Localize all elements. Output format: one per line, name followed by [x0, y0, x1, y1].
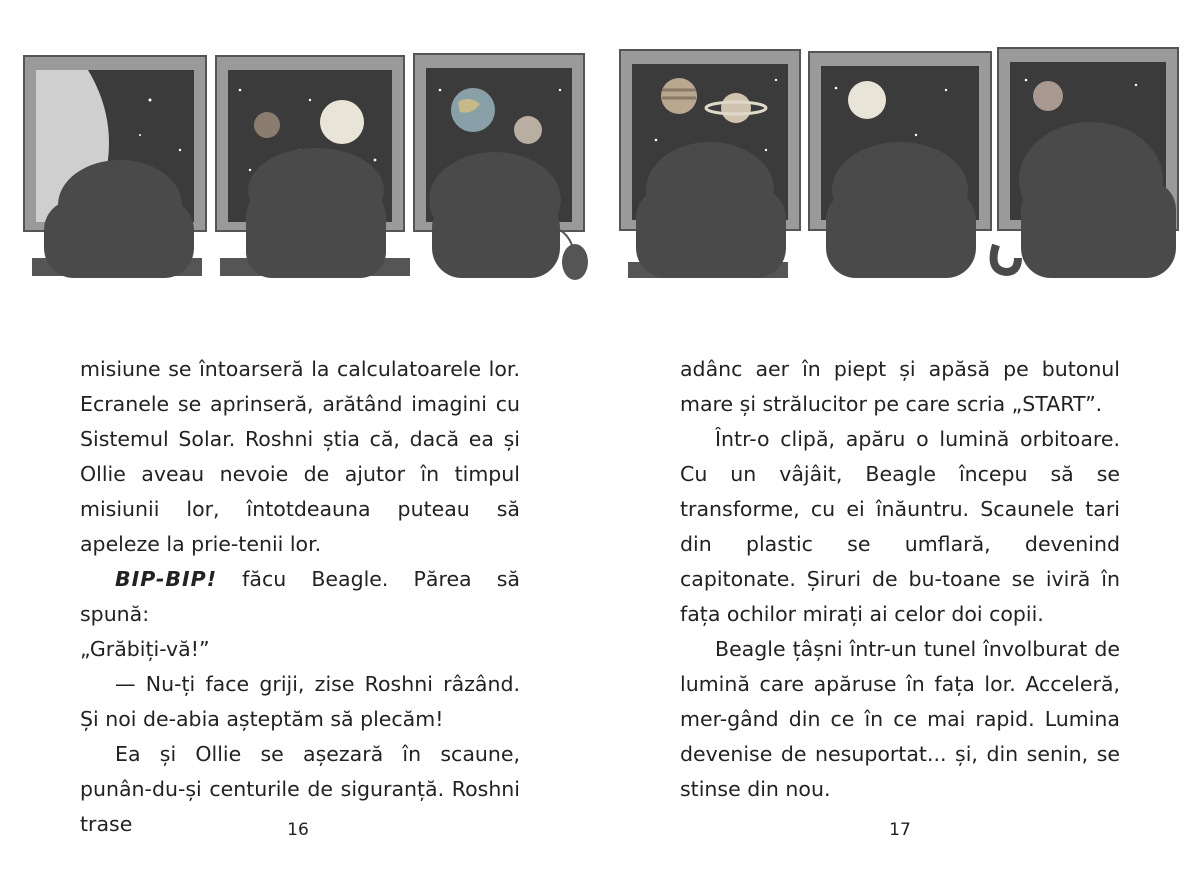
left-illustration-monitors	[20, 40, 590, 290]
page-number: 17	[889, 820, 911, 840]
right-page-text	[680, 352, 1120, 807]
paragraph: Ea și Ollie se așezară în scaune, punân-du-și centurile de siguranță. Roshni trase	[80, 742, 520, 836]
character-silhouette-5	[826, 142, 976, 278]
paragraph: — Nu-ți face griji, zise Roshni râzând. Și noi de-abia așteptăm să plecăm!	[80, 672, 520, 731]
paragraph-bip	[80, 562, 520, 632]
character-silhouette-2	[246, 148, 386, 278]
page-number: 16	[287, 820, 309, 840]
mouse	[562, 244, 588, 280]
paragraph: misiune se întoarseră la calculatoarele lor. Ecranele se aprinseră, arătând imagini cu Sistemul Solar. Roshni știa că, dacă ea și Ollie aveau nevoie de ajutor în timpul misiunii lor, întotdeauna puteau să apeleze la prie-tenii lor.	[80, 357, 520, 556]
right-page	[600, 0, 1200, 889]
paragraph: adânc aer în piept și apăsă pe butonul mare și strălucitor pe care scria „START”.	[680, 357, 1120, 416]
left-page-text	[80, 352, 520, 842]
paragraph: „Grăbiți-vă!”	[80, 637, 210, 661]
character-silhouette-3	[429, 152, 561, 278]
paragraph: Într-o clipă, apăru o lumină orbitoare. Cu un vâjâit, Beagle începu să se transforme, cu ei înăuntru. Scaunele tari din plastic se umflară, devenind capitonate. Șiruri de bu-toane se iviră în fața ochilor mirați ai celor doi copii.	[680, 427, 1120, 626]
right-illustration-monitors	[616, 40, 1186, 290]
bip-sound: BIP-BIP!	[115, 567, 218, 591]
paragraph: Beagle țâșni într-un tunel învolburat de lumină care apăruse în fața lor. Acceleră, mer-gând din ce în ce mai rapid. Lumina devenise de nesuportat... și, din senin, se stinse din nou.	[680, 637, 1120, 801]
bip-rest: făcu Beagle. Părea să spună:	[80, 567, 520, 626]
character-tail	[994, 245, 1018, 272]
